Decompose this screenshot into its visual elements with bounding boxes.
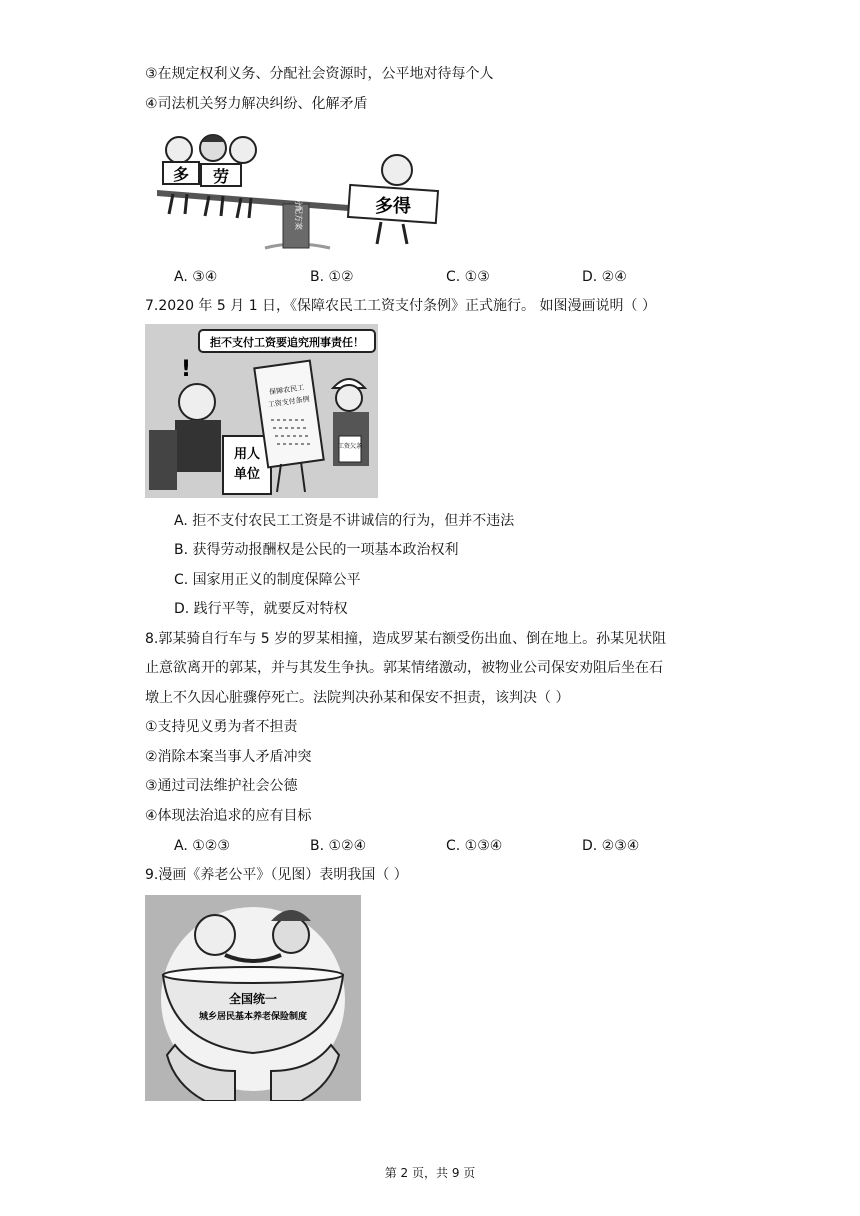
q8-item-1: ①支持见义勇为者不担责 — [145, 719, 298, 735]
sign-lao: 劳 — [212, 167, 230, 186]
q6-option-c: C. ①③ — [446, 269, 490, 285]
bowl-text-2: 城乡居民基本养老保险制度 — [198, 1012, 308, 1022]
q7-stem: 7.2020 年 5 月 1 日，《保障农民工工资支付条例》正式施行。 如图漫画说明（ ） — [145, 298, 656, 314]
q8-option-d: D. ②③④ — [582, 838, 640, 854]
q9-stem: 9.漫画《养老公平》（见图）表明我国（ ） — [145, 867, 408, 883]
doc-title-2: 工资支付条例 — [267, 395, 311, 409]
q8-option-c: C. ①③④ — [446, 838, 503, 854]
desk-label-1: 用人 — [233, 447, 261, 462]
q8-option-b: B. ①②④ — [310, 838, 367, 854]
q7-option-d: D. 践行平等，就要反对特权 — [174, 601, 348, 617]
worker-label: 工资欠条 — [337, 443, 363, 450]
seesaw-drawing — [145, 128, 447, 254]
q8-stem-line-1: 8.郭某骑自行车与 5 岁的罗某相撞，造成罗某右额受伤出血、倒在地上。孙某见状阻 — [145, 631, 667, 647]
q8-stem-line-2: 止意欲离开的郭某，并与其发生争执。郭某情绪激动，被物业公司保安劝阻后坐在石 — [145, 660, 663, 676]
q8-item-4: ④体现法治追求的应有目标 — [145, 808, 312, 824]
bowl-text-1: 全国统一 — [228, 992, 278, 1006]
seesaw-cartoon — [145, 128, 447, 254]
doc-title-1: 保障农民工 — [268, 383, 305, 397]
q6-item-3: ③在规定权利义务、分配社会资源时，公平地对待每个人 — [145, 66, 494, 82]
banner-text: 拒不支付工资要追究刑事责任！ — [210, 336, 364, 349]
q6-item-4: ④司法机关努力解决纠纷、化解矛盾 — [145, 96, 368, 112]
q6-option-d: D. ②④ — [582, 269, 627, 285]
sign-duode: 多得 — [375, 196, 411, 217]
q6-option-b: B. ①② — [310, 269, 354, 285]
q7-option-a: A. 拒不支付农民工工资是不讲诚信的行为，但并不违法 — [174, 513, 515, 529]
q8-item-3: ③通过司法维护社会公德 — [145, 778, 298, 794]
sign-duo: 多 — [172, 165, 190, 184]
q8-option-a: A. ①②③ — [174, 838, 230, 854]
pension-drawing — [145, 895, 361, 1101]
q8-item-2: ②消除本案当事人矛盾冲突 — [145, 749, 312, 765]
exclaim-mark: ! — [181, 357, 192, 382]
desk-label-2: 单位 — [233, 467, 261, 482]
page-footer: 第 2 页，共 9 页 — [384, 1166, 476, 1180]
pension-cartoon — [145, 895, 361, 1101]
q8-stem-line-3: 墩上不久因心脏骤停死亡。法院判决孙某和保安不担责，该判决（ ） — [145, 690, 570, 706]
fulcrum-label: 分配方案 — [294, 198, 303, 230]
q6-option-a: A. ③④ — [174, 269, 218, 285]
wage-drawing — [145, 324, 378, 498]
wage-cartoon — [145, 324, 378, 498]
q7-option-b: B. 获得劳动报酬权是公民的一项基本政治权利 — [174, 542, 459, 558]
q7-option-c: C. 国家用正义的制度保障公平 — [174, 572, 361, 588]
